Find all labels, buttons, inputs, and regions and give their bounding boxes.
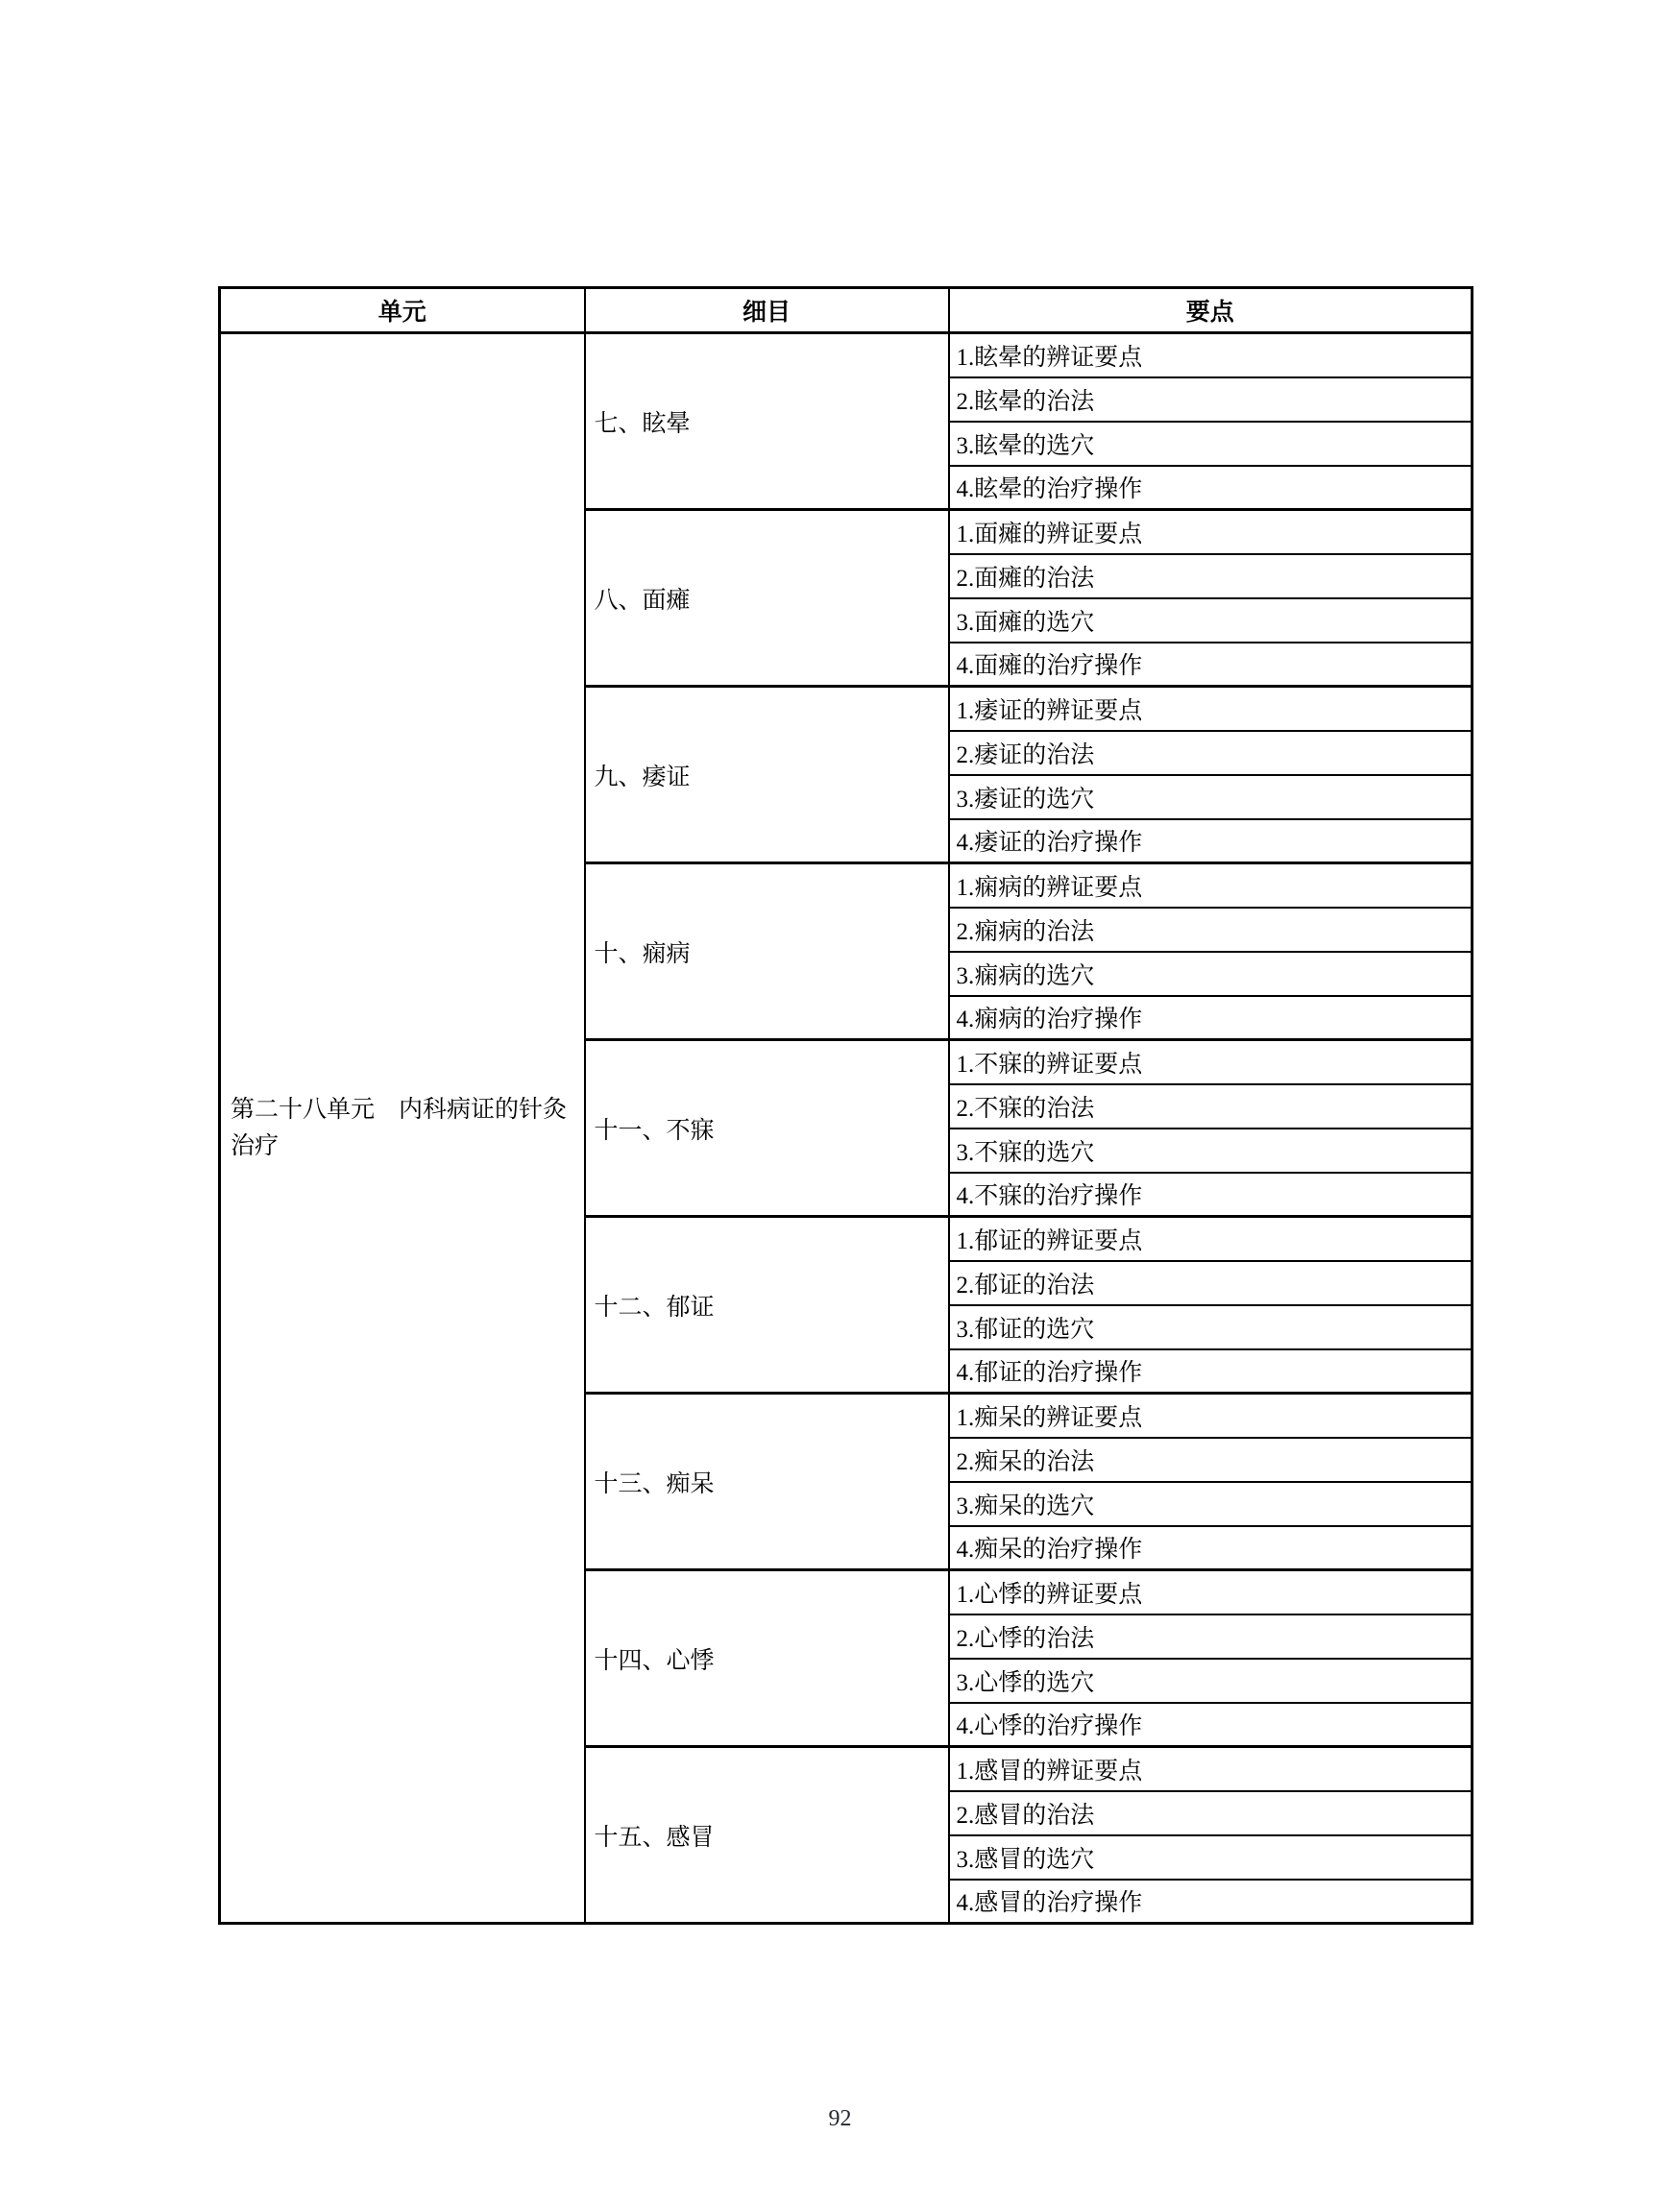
table-header-row bbox=[220, 288, 1473, 333]
point-cell: 1.郁证的辨证要点 bbox=[949, 1217, 1473, 1261]
subsection-cell: 十、痫病 bbox=[585, 863, 949, 1040]
point-cell: 4.痴呆的治疗操作 bbox=[949, 1526, 1473, 1570]
point-cell: 2.不寐的治法 bbox=[949, 1084, 1473, 1129]
point-cell: 1.眩晕的辨证要点 bbox=[949, 333, 1473, 377]
point-cell: 1.痴呆的辨证要点 bbox=[949, 1394, 1473, 1438]
point-cell: 4.郁证的治疗操作 bbox=[949, 1349, 1473, 1394]
point-cell: 3.痿证的选穴 bbox=[949, 775, 1473, 819]
subsection-cell: 十四、心悸 bbox=[585, 1570, 949, 1747]
subsection-cell: 七、眩晕 bbox=[585, 333, 949, 510]
point-cell: 2.痫病的治法 bbox=[949, 908, 1473, 952]
subsection-cell: 十三、痴呆 bbox=[585, 1394, 949, 1570]
subsection-cell: 九、痿证 bbox=[585, 687, 949, 863]
header-cell-item: 细目 bbox=[585, 288, 949, 333]
point-cell: 2.心悸的治法 bbox=[949, 1614, 1473, 1659]
point-cell: 1.不寐的辨证要点 bbox=[949, 1040, 1473, 1084]
subsection-cell: 八、面瘫 bbox=[585, 510, 949, 687]
syllabus-table bbox=[218, 286, 1473, 1925]
header-cell-unit: 单元 bbox=[220, 288, 585, 333]
point-cell: 3.痴呆的选穴 bbox=[949, 1482, 1473, 1526]
point-cell: 4.痿证的治疗操作 bbox=[949, 819, 1473, 863]
point-cell: 3.不寐的选穴 bbox=[949, 1129, 1473, 1173]
point-cell: 3.心悸的选穴 bbox=[949, 1659, 1473, 1703]
header-cell-points: 要点 bbox=[949, 288, 1473, 333]
subsection-cell: 十一、不寐 bbox=[585, 1040, 949, 1217]
point-cell: 3.眩晕的选穴 bbox=[949, 422, 1473, 466]
point-cell: 3.感冒的选穴 bbox=[949, 1835, 1473, 1880]
table-body bbox=[220, 333, 1473, 1924]
point-cell: 4.面瘫的治疗操作 bbox=[949, 643, 1473, 687]
point-cell: 3.郁证的选穴 bbox=[949, 1305, 1473, 1349]
point-cell: 4.感冒的治疗操作 bbox=[949, 1880, 1473, 1924]
point-cell: 2.痴呆的治法 bbox=[949, 1438, 1473, 1482]
subsection-cell: 十五、感冒 bbox=[585, 1747, 949, 1924]
point-cell: 4.不寐的治疗操作 bbox=[949, 1173, 1473, 1217]
point-cell: 2.郁证的治法 bbox=[949, 1261, 1473, 1305]
point-cell: 1.面瘫的辨证要点 bbox=[949, 510, 1473, 554]
point-cell: 2.痿证的治法 bbox=[949, 731, 1473, 775]
point-cell: 2.眩晕的治法 bbox=[949, 377, 1473, 422]
point-cell: 1.痫病的辨证要点 bbox=[949, 863, 1473, 908]
subsection-cell: 十二、郁证 bbox=[585, 1217, 949, 1394]
point-cell: 4.眩晕的治疗操作 bbox=[949, 466, 1473, 510]
point-cell: 3.痫病的选穴 bbox=[949, 952, 1473, 996]
point-cell: 4.痫病的治疗操作 bbox=[949, 996, 1473, 1040]
point-cell: 2.感冒的治法 bbox=[949, 1791, 1473, 1835]
point-cell: 2.面瘫的治法 bbox=[949, 554, 1473, 598]
table-row bbox=[220, 333, 1473, 377]
page-number: 92 bbox=[828, 2106, 852, 2131]
point-cell: 1.痿证的辨证要点 bbox=[949, 687, 1473, 731]
unit-cell: 第二十八单元 内科病证的针灸治疗 bbox=[220, 333, 585, 1924]
point-cell: 4.心悸的治疗操作 bbox=[949, 1703, 1473, 1747]
point-cell: 1.心悸的辨证要点 bbox=[949, 1570, 1473, 1614]
point-cell: 1.感冒的辨证要点 bbox=[949, 1747, 1473, 1791]
point-cell: 3.面瘫的选穴 bbox=[949, 598, 1473, 643]
